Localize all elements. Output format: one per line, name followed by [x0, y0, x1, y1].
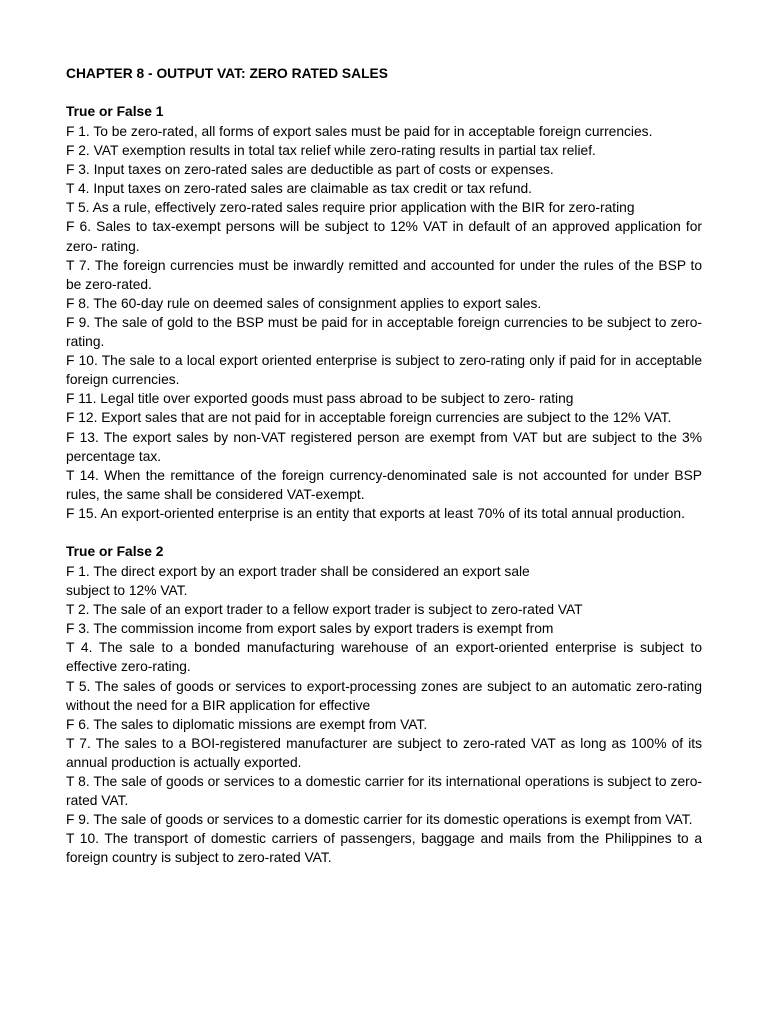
- statement-item: T 4. The sale to a bonded manufacturing warehouse of an export-oriented enterprise is subject to effective zero-rating.: [66, 640, 702, 675]
- statement-item: F 9. The sale of goods or services to a domestic carrier for its domestic operations is exempt from VAT.: [66, 812, 693, 828]
- statement-item: F 13. The export sales by non-VAT registered person are exempt from VAT but are subject to the 3% percentage tax.: [66, 429, 702, 464]
- statement-item: F 1. The direct export by an export trader shall be considered an export sale: [66, 563, 530, 579]
- section-true-or-false-2: [66, 542, 702, 868]
- statement-item: F 9. The sale of gold to the BSP must be paid for in acceptable foreign currencies to be subject to zero-rating.: [66, 314, 702, 350]
- statement-item: F 6. Sales to tax-exempt persons will be subject to 12% VAT in default of an approved application for zero- rating.: [66, 219, 702, 254]
- statement-item: T 14. When the remittance of the foreign currency-denominated sale is not accounted for under BSP rules, the same shall be considered VAT-exempt.: [66, 467, 702, 502]
- section-title: True or False 2: [66, 543, 164, 559]
- chapter-title: CHAPTER 8 - OUTPUT VAT: ZERO RATED SALES: [66, 66, 388, 81]
- statement-item: F 2. VAT exemption results in total tax relief while zero-rating results in partial tax relief.: [66, 143, 596, 159]
- statement-item: T 2. The sale of an export trader to a fellow export trader is subject to zero-rated VAT: [66, 602, 583, 618]
- statement-item: T 4. Input taxes on zero-rated sales are claimable as tax credit or tax refund.: [66, 181, 533, 197]
- statement-item: T 8. The sale of goods or services to a domestic carrier for its international operations is subject to zero-rated VAT.: [66, 774, 702, 809]
- statement-item: F 10. The sale to a local export oriented enterprise is subject to zero-rating only if paid for in acceptable foreign currencies.: [66, 353, 702, 388]
- statement-item: F 6. The sales to diplomatic missions are exempt from VAT.: [66, 716, 428, 732]
- section-true-or-false-1: [66, 102, 702, 523]
- statement-item: T 5. As a rule, effectively zero-rated sales require prior application with the BIR for zero-rating: [66, 200, 635, 216]
- statement-item: F 8. The 60-day rule on deemed sales of consignment applies to export sales.: [66, 295, 542, 311]
- statement-item: T 5. The sales of goods or services to export-processing zones are subject to an automatic zero-rating without the need for a BIR application for effective: [66, 678, 702, 713]
- statement-item: F 1. To be zero-rated, all forms of export sales must be paid for in acceptable foreign currencies.: [66, 124, 653, 139]
- statement-item: F 3. Input taxes on zero-rated sales are deductible as part of costs or expenses.: [66, 162, 554, 178]
- statement-item: F 15. An export-oriented enterprise is an entity that exports at least 70% of its total annual production.: [66, 505, 685, 521]
- statement-item: T 7. The sales to a BOI-registered manufacturer are subject to zero-rated VAT as long as 100% of its annual production is actually exported.: [66, 735, 702, 770]
- statement-item: F 11. Legal title over exported goods must pass abroad to be subject to zero- rating: [66, 391, 574, 407]
- statement-item: T 7. The foreign currencies must be inwardly remitted and accounted for under the rules of the BSP to be zero-rated.: [66, 257, 702, 292]
- statement-item: F 3. The commission income from export sales by export traders is exempt from: [66, 621, 554, 637]
- statement-item-continuation: subject to 12% VAT.: [66, 583, 188, 599]
- statement-item: T 10. The transport of domestic carriers of passengers, baggage and mails from the Philippines to a foreign country is subject to zero-rated VAT.: [66, 831, 702, 866]
- statement-item: F 12. Export sales that are not paid for in acceptable foreign currencies are subject to the 12% VAT.: [66, 410, 672, 426]
- document-page: [66, 64, 702, 867]
- section-title: True or False 1: [66, 104, 164, 119]
